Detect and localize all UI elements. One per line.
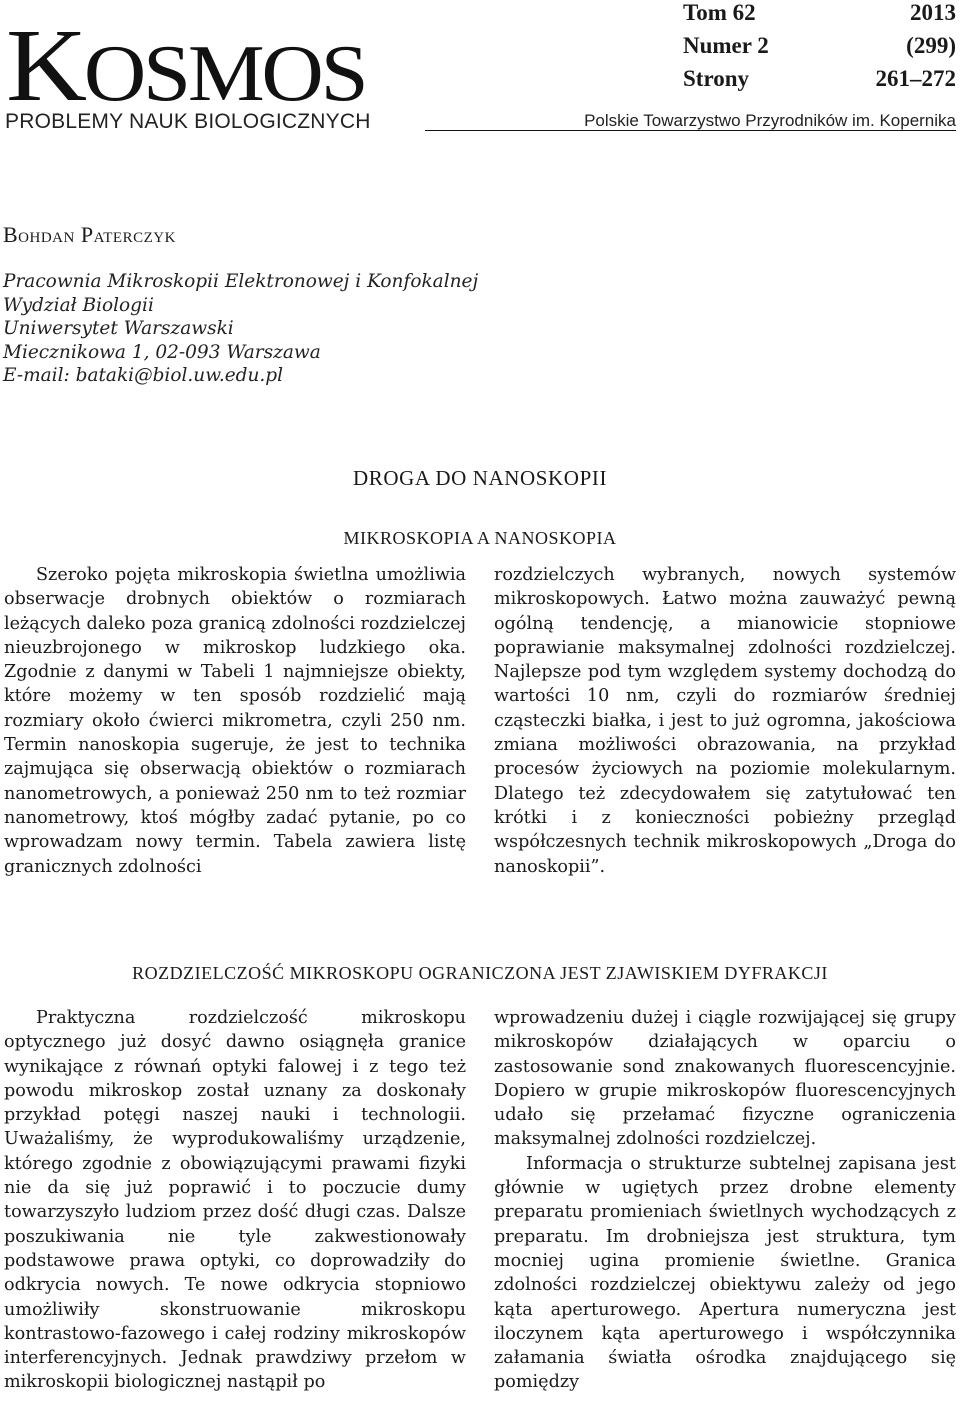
affiliation-line: Miecznikowa 1, 02-093 Warszawa	[3, 341, 321, 363]
paragraph: Praktyczna rozdzielczość mikroskopu optycznego już dosyć dawno osiągnęła granice wynikające z równań optyki falowej i z tego też powodu mikroskop został uznany za doskonały przykład potęgi naszej nauki i technologii. Uważaliśmy, że wyprodukowaliśmy urządzenie, którego zgodnie z obowiązującymi prawami fizyki nie da się już poprawić i to poczucie dumy towarzyszyło ludziom przez dość długi czas. Dalsze poszukiwania nie tyle zakwestionowały podstawowe prawa optyki, co doprowadziły do odkrycia nowych. Te nowe odkrycia stopniowo umożliwiły skonstruowanie mikroskopu kontrastowo-fazowego i całej rodziny mikroskopów interferencyjnych. Jednak prawdziwy przełom w mikroskopii biologicznej nastąpił po	[4, 1008, 466, 1393]
paragraph: Szeroko pojęta mikroskopia świetlna umożliwia obserwacje drobnych obiektów o rozmiarach leżących daleko poza granicą zdolności rozdzielczej nieuzbrojonego w mikroskop ludzkiego oka. Zgodnie z danymi w Tabeli 1 najmniejsze obiekty, które możemy w ten sposób rozdzielić mają rozmiary około ćwierci mikrometra, czyli 250 nm. Termin nanoskopia sugeruje, że jest to technika zajmująca się obserwacją obiektów o rozmiarach nanometrowych, a ponieważ 250 nm to też rozmiar nanometrowy, ktoś mógłby zadać pytanie, po co wprowadzam nowy termin. Tabela zawiera listę granicznych zdolności	[4, 565, 466, 877]
paragraph: wprowadzeniu dużej i ciągle rozwijającej się grupy mikroskopów działających w oparciu o zastosowanie sond znakowanych fluorescencyjnie. Dopiero w grupie mikroskopów fluorescencyjnych udało się przełamać fizyczne ograniczenia maksymalnej zdolności rozdzielczej.	[494, 1008, 956, 1150]
affiliation-line: Wydział Biologii	[3, 294, 154, 316]
journal-subtitle: PROBLEMY NAUK BIOLOGICZNYCH	[5, 110, 371, 133]
pages-range: 261–272	[875, 66, 956, 91]
affiliation-line: Pracownia Mikroskopii Elektronowej i Konfokalnej	[3, 271, 479, 292]
section-heading: ROZDZIELCZOŚĆ MIKROSKOPU OGRANICZONA JEST ZJAWISKIEM DYFRAKCJI	[132, 963, 828, 983]
affiliation	[3, 270, 478, 388]
journal-logo: KOSMOS	[6, 8, 366, 123]
article-title: DROGA DO NANOSKOPII	[352, 466, 608, 490]
pages-label: Strony	[683, 66, 750, 91]
issue-number: (299)	[906, 33, 956, 58]
paragraph: Informacja o strukturze subtelnej zapisana jest głównie w ugiętych przez drobne elementy preparatu promieniach świetlnych wychodzących z preparatu. Im drobniejsza jest struktura, tym mocniej ugina promienie świetlne. Granica zdolności rozdzielczej obiektywu zależy od jego kąta aperturowego. Apertura numeryczna jest iloczynem kąta aperturowego i współczynnika załamania światła ośrodka znajdującego się pomiędzy	[494, 1153, 956, 1393]
society-name: Polskie Towarzystwo Przyrodników im. Kopernika	[584, 111, 956, 130]
affiliation-line: Uniwersytet Warszawski	[3, 318, 234, 339]
author-email[interactable]: E-mail: bataki@biol.uw.edu.pl	[3, 365, 284, 386]
volume-label: Tom 62	[683, 0, 756, 25]
section-heading: MIKROSKOPIA A NANOSKOPIA	[343, 528, 617, 548]
section-2-right-column	[494, 1006, 956, 1395]
section-2-left-column	[4, 1006, 466, 1395]
section-1-left-column	[4, 563, 466, 879]
author-name: Bohdan Paterczyk	[3, 222, 176, 247]
paragraph: rozdzielczych wybranych, nowych systemów mikroskopowych. Łatwo można zauważyć pewną ogólną tendencję, a mianowicie stopniowe poprawianie maksymalnej zdolności rozdzielczej. Najlepsze pod tym względem systemy dochodzą do wartości 10 nm, czyli do rozmiarów średniej cząsteczki białka, i jest to już ogromna, jakościowa zmiana możliwości obrazowania, na przykład procesów życiowych na poziomie molekularnym. Dlatego też zdecydowałem się zatytułować ten krótki i z konieczności pobieżny przegląd współczesnych technik mikroskopowych „Droga do nanoskopii”.	[494, 565, 956, 877]
volume-year: 2013	[910, 0, 956, 25]
section-1-right-column	[494, 563, 956, 879]
issue-label: Numer 2	[683, 33, 769, 58]
